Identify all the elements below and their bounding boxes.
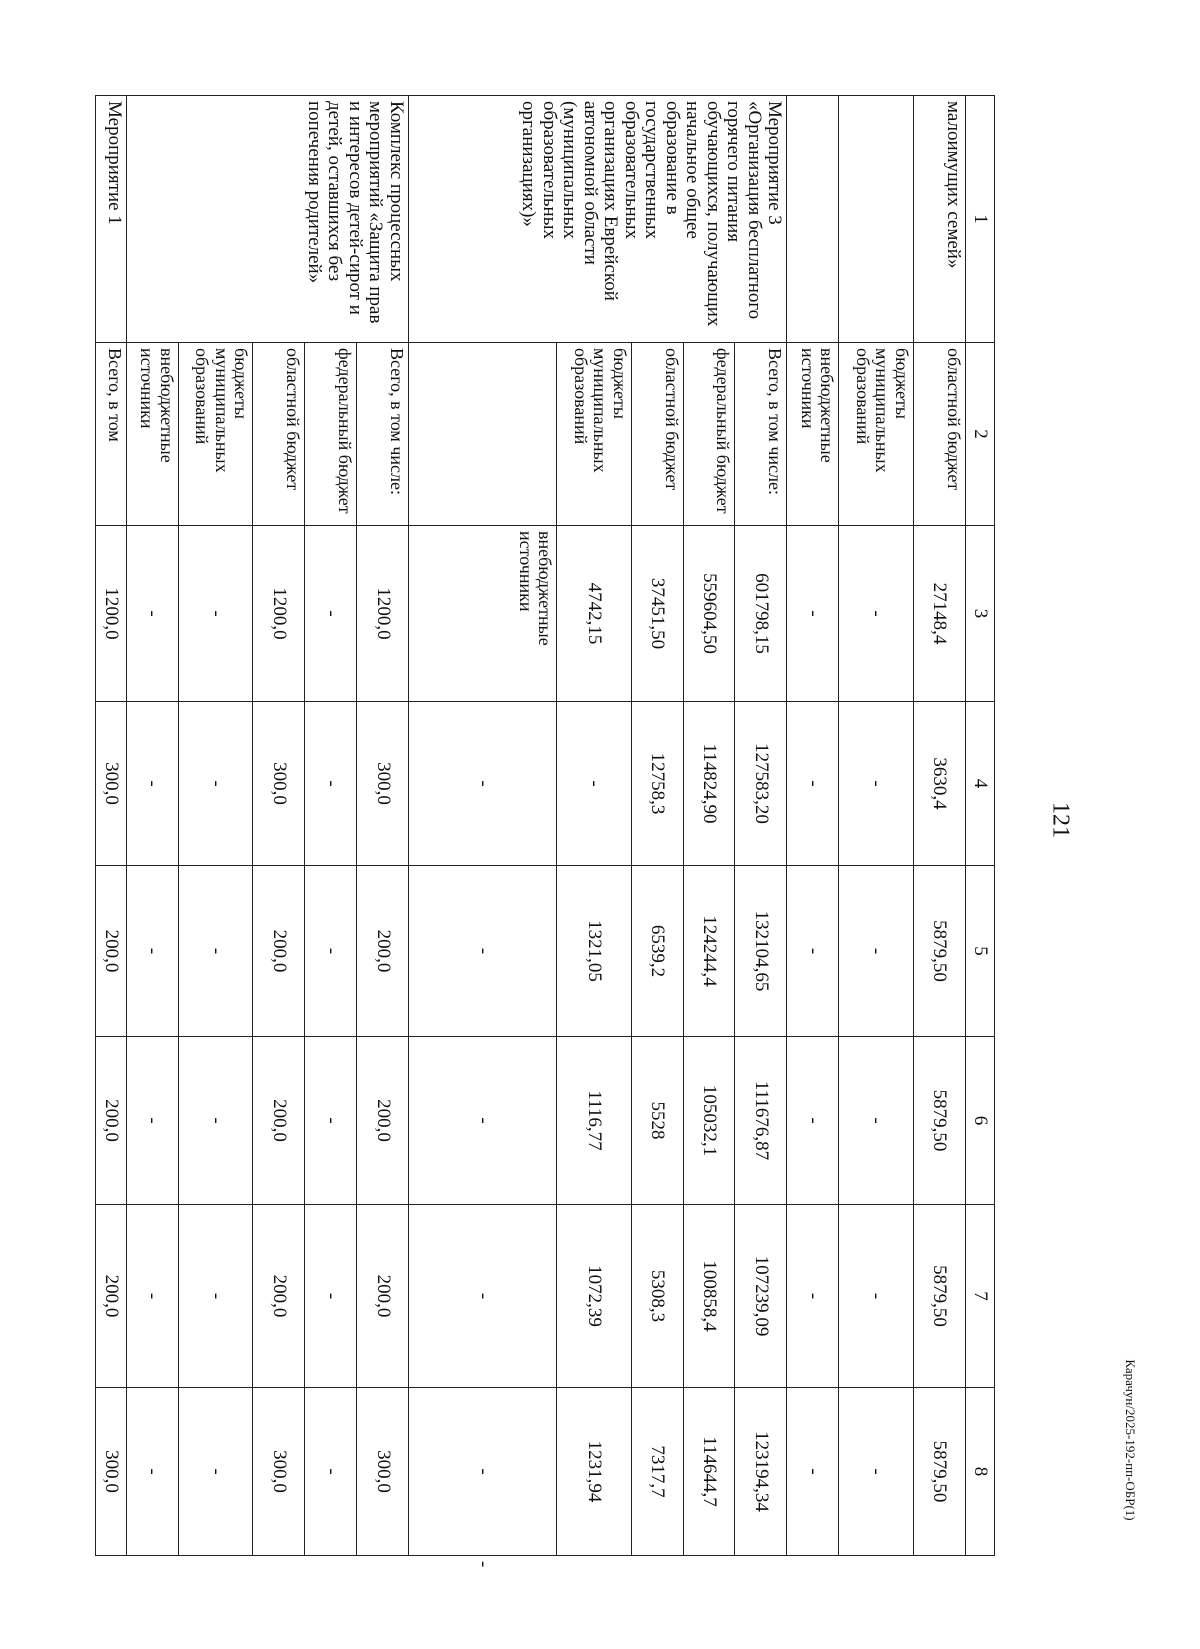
value-cell: 300,0 [96, 1388, 127, 1556]
budget-table [95, 95, 995, 1568]
column-header: 2 [965, 343, 994, 526]
footer-code: Карачун/2025-192-пп-ОБР(1) [1123, 1359, 1138, 1521]
value-cell: 114824,90 [683, 702, 735, 866]
source-cell: Всего, в том числе: [735, 343, 787, 526]
value-cell: 4742,15 [557, 526, 632, 702]
value-cell: - [178, 1037, 253, 1205]
value-cell: - [787, 866, 839, 1037]
value-cell: - [126, 526, 178, 702]
value-cell: 1200,0 [253, 526, 305, 702]
value-cell: 1116,77 [557, 1037, 632, 1205]
value-cell: - [304, 866, 356, 1037]
column-header: 7 [965, 1205, 994, 1388]
column-header: 1 [965, 96, 994, 343]
value-cell: 107239,09 [735, 1205, 787, 1388]
value-cell: - [304, 702, 356, 866]
table-row [356, 96, 408, 1556]
value-cell: 559604,50 [683, 526, 735, 702]
value-cell: - [304, 526, 356, 702]
table-container [95, 95, 995, 1568]
value-cell: 5879,50 [913, 866, 965, 1037]
value-cell: - [178, 702, 253, 866]
value-cell: - [557, 702, 632, 866]
value-cell: 1200,0 [96, 526, 127, 702]
value-cell: - [408, 1205, 556, 1388]
source-cell: федеральный бюджет [304, 343, 356, 526]
table-row [96, 96, 127, 1556]
value-cell: - [126, 702, 178, 866]
value-cell: - [178, 1388, 253, 1556]
source-cell: федеральный бюджет [683, 343, 735, 526]
table-row [787, 96, 839, 1556]
value-cell: - [126, 866, 178, 1037]
value-cell: - [787, 1205, 839, 1388]
value-cell: - [126, 1037, 178, 1205]
table-row [735, 96, 787, 1556]
value-cell: 124244,4 [683, 866, 735, 1037]
value-cell: - [126, 1388, 178, 1556]
value-cell: 200,0 [96, 1205, 127, 1388]
source-cell: областной бюджет [913, 343, 965, 526]
description-cell: Мероприятие 1 [96, 96, 127, 343]
value-cell: 5528 [631, 1037, 683, 1205]
value-cell: 5879,50 [913, 1205, 965, 1388]
description-cell [787, 96, 839, 343]
value-cell: 200,0 [356, 1037, 408, 1205]
value-cell: 114644,7 [683, 1388, 735, 1556]
value-cell: 5879,50 [913, 1037, 965, 1205]
value-cell: - [839, 1205, 914, 1388]
description-cell: малоимущих семей» [913, 96, 965, 343]
value-cell: - [408, 866, 556, 1037]
value-cell: 123194,34 [735, 1388, 787, 1556]
source-cell: областной бюджет [631, 343, 683, 526]
value-cell: 1231,94 [557, 1388, 632, 1556]
measure-3-description: Мероприятие 3 «Организация бесплатного горячего питания обучающихся, получающих начальное общее образование в государственных образовательных организациях Еврейской автономной области (муниципальных образовательных организациях)» [408, 96, 787, 343]
value-cell: - [304, 1205, 356, 1388]
value-cell: 200,0 [253, 866, 305, 1037]
source-cell: внебюджетные источники [787, 343, 839, 526]
value-cell: 1200,0 [356, 526, 408, 702]
column-header: 5 [965, 866, 994, 1037]
value-cell: 300,0 [356, 1388, 408, 1556]
value-cell: - [787, 526, 839, 702]
table-row: внебюджетные источники - - - - - - [408, 96, 556, 1556]
value-cell: - [839, 1388, 914, 1556]
column-header: 8 [965, 1388, 994, 1556]
source-cell: областной бюджет [253, 343, 305, 526]
value-cell: 1321,05 [557, 866, 632, 1037]
source-cell: Всего, в том [96, 343, 127, 526]
value-cell: - [178, 1205, 253, 1388]
value-cell: - [408, 1037, 556, 1205]
value-cell: - [787, 702, 839, 866]
value-cell: 3630,4 [913, 702, 965, 866]
value-cell: - [408, 1388, 556, 1556]
value-cell: - [839, 1037, 914, 1205]
value-cell: 132104,65 [735, 866, 787, 1037]
column-header: 4 [965, 702, 994, 866]
value-cell: 601798,15 [735, 526, 787, 702]
value-cell: 200,0 [253, 1205, 305, 1388]
value-cell: - [787, 1037, 839, 1205]
value-cell: - [787, 1388, 839, 1556]
value-cell: 105032,1 [683, 1037, 735, 1205]
value-cell: - [839, 526, 914, 702]
source-cell: внебюджетные источники [126, 343, 178, 526]
value-cell: 127583,20 [735, 702, 787, 866]
value-cell: 200,0 [96, 866, 127, 1037]
value-cell: - [126, 1205, 178, 1388]
page-number: 121 [1047, 802, 1074, 838]
source-cell: бюджеты муниципальных образований [557, 343, 632, 526]
value-cell: 200,0 [253, 1037, 305, 1205]
value-cell: 37451,50 [631, 526, 683, 702]
value-cell: 27148,4 [913, 526, 965, 702]
value-cell: 12758,3 [631, 702, 683, 866]
source-cell: внебюджетные источники [408, 526, 556, 702]
value-cell: - [839, 702, 914, 866]
source-cell: Всего, в том числе: [356, 343, 408, 526]
value-cell: - [408, 702, 556, 866]
value-cell: 100858,4 [683, 1205, 735, 1388]
value-cell: - [178, 526, 253, 702]
column-header: 6 [965, 1037, 994, 1205]
value-cell: 111676,87 [735, 1037, 787, 1205]
value-cell: 300,0 [96, 702, 127, 866]
value-cell: 7317,7 [631, 1388, 683, 1556]
source-cell: бюджеты муниципальных образований [839, 343, 914, 526]
header-row [965, 96, 994, 1556]
value-cell: 5308,3 [631, 1205, 683, 1388]
table-row [839, 96, 914, 1556]
value-cell: 300,0 [253, 702, 305, 866]
column-header: 3 [965, 526, 994, 702]
value-cell: - [839, 866, 914, 1037]
value-cell: - [304, 1388, 356, 1556]
value-cell: 200,0 [96, 1037, 127, 1205]
description-cell [839, 96, 914, 343]
table-row [913, 96, 965, 1556]
value-cell: 1072,39 [557, 1205, 632, 1388]
complex-measures-description: Комплекс процессных мероприятий «Защита прав и интересов детей-сирот и детей, оставшихся без попечения родителей» [126, 96, 408, 343]
value-cell: 200,0 [356, 866, 408, 1037]
value-cell: 6539,2 [631, 866, 683, 1037]
value-cell: - [304, 1037, 356, 1205]
value-cell: - [178, 866, 253, 1037]
value-cell: 5879,50 [913, 1388, 965, 1556]
description-cell [408, 343, 556, 526]
value-cell: 300,0 [253, 1388, 305, 1556]
source-cell: бюджеты муниципальных образований [178, 343, 253, 526]
value-cell: 300,0 [356, 702, 408, 866]
value-cell: 200,0 [356, 1205, 408, 1388]
